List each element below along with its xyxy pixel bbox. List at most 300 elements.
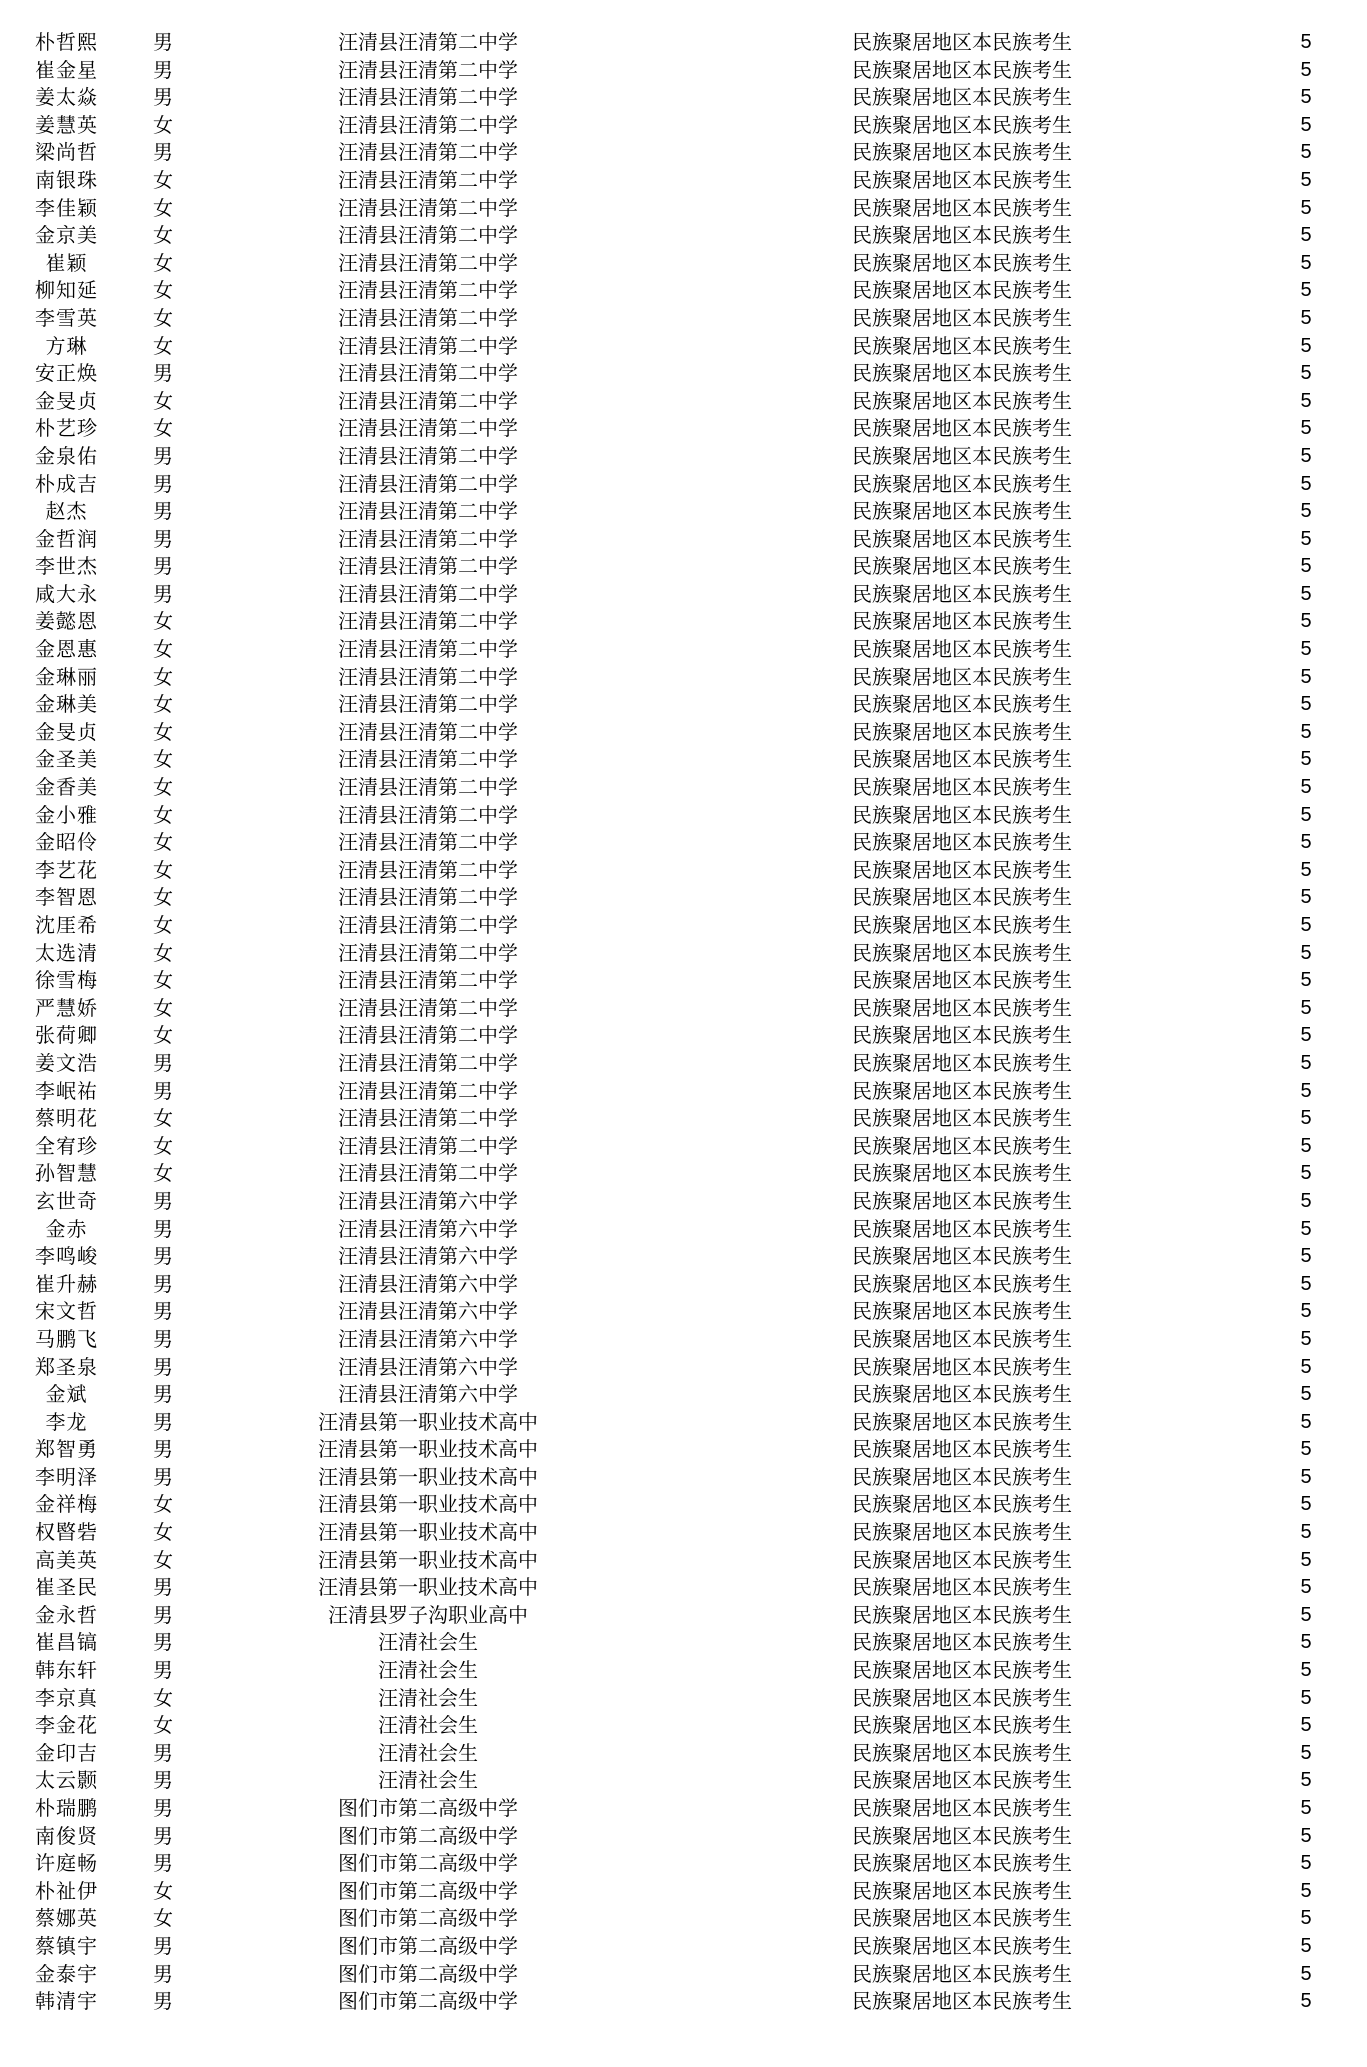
- score-cell: 5: [1300, 444, 1312, 467]
- category-cell: 民族聚居地区本民族考生: [852, 333, 1072, 358]
- name-cell: 朴哲熙: [35, 30, 98, 54]
- table-row: [0, 250, 1367, 278]
- score-cell: 5: [1300, 306, 1312, 329]
- table-row: [0, 1629, 1367, 1657]
- name-cell: 张荷卿: [35, 1023, 98, 1048]
- table-row: [0, 940, 1367, 968]
- school-cell: 汪清县汪清第二中学: [338, 278, 518, 303]
- table-row: [0, 1602, 1367, 1630]
- category-cell: 民族聚居地区本民族考生: [852, 692, 1072, 717]
- gender-cell: 女: [153, 913, 173, 937]
- name-cell: 金永哲: [35, 1602, 98, 1627]
- category-cell: 民族聚居地区本民族考生: [852, 112, 1072, 137]
- category-cell: 民族聚居地区本民族考生: [852, 1520, 1072, 1545]
- gender-cell: 男: [153, 1602, 173, 1627]
- table-row: [0, 857, 1367, 885]
- name-cell: 金圣美: [35, 747, 98, 772]
- gender-cell: 女: [153, 1685, 173, 1710]
- table-row: [0, 1298, 1367, 1326]
- school-cell: 图们市第二高级中学: [338, 1823, 518, 1848]
- score-cell: 5: [1300, 665, 1312, 688]
- name-cell: 崔圣民: [35, 1575, 98, 1600]
- gender-cell: 男: [153, 471, 173, 496]
- category-cell: 民族聚居地区本民族考生: [852, 664, 1072, 689]
- score-cell: 5: [1300, 1962, 1312, 1985]
- score-cell: 5: [1300, 1079, 1312, 1102]
- gender-cell: 女: [153, 940, 173, 965]
- category-cell: 民族聚居地区本民族考生: [852, 223, 1072, 248]
- table-row: [0, 1243, 1367, 1271]
- gender-cell: 女: [153, 1492, 173, 1517]
- name-cell: 金恩惠: [35, 637, 98, 662]
- table-row: [0, 1905, 1367, 1933]
- school-cell: 汪清县汪清第六中学: [338, 1244, 518, 1269]
- score-cell: 5: [1300, 1438, 1312, 1461]
- school-cell: 汪清县汪清第二中学: [338, 471, 518, 496]
- gender-cell: 男: [153, 1382, 173, 1407]
- score-cell: 5: [1300, 1659, 1312, 1682]
- category-cell: 民族聚居地区本民族考生: [852, 167, 1072, 192]
- score-cell: 5: [1300, 1576, 1312, 1599]
- gender-cell: 男: [153, 1989, 173, 2014]
- name-cell: 马鹏飞: [35, 1326, 98, 1351]
- table-row: [0, 691, 1367, 719]
- table-row: [0, 1133, 1367, 1161]
- score-cell: 5: [1300, 1272, 1312, 1295]
- gender-cell: 男: [153, 1409, 173, 1434]
- gender-cell: 男: [153, 1050, 173, 1075]
- category-cell: 民族聚居地区本民族考生: [852, 1740, 1072, 1765]
- table-row: [0, 360, 1367, 388]
- score-cell: 5: [1300, 362, 1312, 385]
- score-cell: 5: [1300, 1465, 1312, 1488]
- category-cell: 民族聚居地区本民族考生: [852, 195, 1072, 220]
- name-cell: 金旻贞: [35, 719, 98, 744]
- name-cell: 金赤: [45, 1216, 88, 1241]
- gender-cell: 男: [153, 1326, 173, 1351]
- gender-cell: 女: [153, 747, 173, 772]
- school-cell: 汪清县汪清第二中学: [338, 526, 518, 551]
- school-cell: 汪清县汪清第二中学: [338, 195, 518, 220]
- school-cell: 汪清县汪清第六中学: [338, 1354, 518, 1379]
- gender-cell: 男: [153, 1354, 173, 1379]
- school-cell: 汪清县汪清第二中学: [338, 140, 518, 165]
- school-cell: 汪清县汪清第二中学: [338, 85, 518, 110]
- school-cell: 汪清县汪清第二中学: [338, 664, 518, 689]
- score-cell: 5: [1300, 196, 1312, 219]
- name-cell: 蔡明花: [35, 1106, 98, 1131]
- table-row: [0, 57, 1367, 85]
- score-cell: 5: [1300, 1217, 1312, 1240]
- score-cell: 5: [1300, 776, 1312, 799]
- name-cell: 徐雪梅: [35, 968, 98, 993]
- category-cell: 民族聚居地区本民族考生: [852, 140, 1072, 165]
- table-row: [0, 1823, 1367, 1851]
- school-cell: 汪清县第一职业技术高中: [318, 1409, 538, 1434]
- school-cell: 汪清社会生: [378, 1658, 478, 1683]
- school-cell: 汪清县汪清第二中学: [338, 112, 518, 137]
- school-cell: 汪清县汪清第二中学: [338, 775, 518, 800]
- category-cell: 民族聚居地区本民族考生: [852, 388, 1072, 413]
- score-cell: 5: [1300, 141, 1312, 164]
- name-cell: 金香美: [35, 775, 98, 800]
- table-row: [0, 802, 1367, 830]
- name-cell: 金琳丽: [35, 664, 98, 689]
- gender-cell: 女: [153, 609, 173, 634]
- category-cell: 民族聚居地区本民族考生: [852, 885, 1072, 910]
- table-row: [0, 1850, 1367, 1878]
- school-cell: 汪清县汪清第二中学: [338, 1161, 518, 1186]
- category-cell: 民族聚居地区本民族考生: [852, 1575, 1072, 1600]
- name-cell: 李鸣峻: [35, 1244, 98, 1269]
- table-row: [0, 995, 1367, 1023]
- score-cell: 5: [1300, 224, 1312, 247]
- name-cell: 南银珠: [35, 167, 98, 192]
- category-cell: 民族聚居地区本民族考生: [852, 1326, 1072, 1351]
- name-cell: 李智恩: [35, 885, 98, 910]
- score-cell: 5: [1300, 610, 1312, 633]
- category-cell: 民族聚居地区本民族考生: [852, 1630, 1072, 1655]
- table-row: [0, 636, 1367, 664]
- table-row: [0, 139, 1367, 167]
- score-cell: 5: [1300, 1603, 1312, 1626]
- name-cell: 朴瑞鹏: [35, 1796, 98, 1820]
- name-cell: 金琳美: [35, 692, 98, 717]
- category-cell: 民族聚居地区本民族考生: [852, 1713, 1072, 1738]
- score-cell: 5: [1300, 914, 1312, 936]
- name-cell: 宋文哲: [35, 1299, 98, 1324]
- name-cell: 李岷祐: [35, 1078, 98, 1103]
- school-cell: 汪清县汪清第二中学: [338, 802, 518, 827]
- name-cell: 金京美: [35, 223, 98, 248]
- table-row: [0, 195, 1367, 223]
- category-cell: 民族聚居地区本民族考生: [852, 1271, 1072, 1296]
- gender-cell: 男: [153, 140, 173, 165]
- table-row: [0, 608, 1367, 636]
- score-cell: 5: [1300, 389, 1312, 412]
- name-cell: 郑圣泉: [35, 1354, 98, 1379]
- gender-cell: 女: [153, 250, 173, 275]
- table-row: [0, 471, 1367, 499]
- category-cell: 民族聚居地区本民族考生: [852, 250, 1072, 275]
- school-cell: 汪清县汪清第二中学: [338, 416, 518, 441]
- name-cell: 李龙: [45, 1409, 88, 1434]
- gender-cell: 女: [153, 278, 173, 303]
- score-cell: 5: [1300, 1797, 1312, 1819]
- gender-cell: 男: [153, 1851, 173, 1876]
- name-cell: 李雪英: [35, 305, 98, 330]
- name-cell: 沈厓希: [35, 913, 98, 937]
- school-cell: 汪清县汪清第二中学: [338, 609, 518, 634]
- school-cell: 汪清县罗子沟职业高中: [328, 1602, 528, 1627]
- category-cell: 民族聚居地区本民族考生: [852, 968, 1072, 993]
- school-cell: 汪清县汪清第二中学: [338, 333, 518, 358]
- score-cell: 5: [1300, 472, 1312, 495]
- gender-cell: 男: [153, 1658, 173, 1683]
- gender-cell: 男: [153, 1216, 173, 1241]
- school-cell: 汪清社会生: [378, 1768, 478, 1793]
- gender-cell: 男: [153, 1630, 173, 1655]
- school-cell: 汪清县汪清第二中学: [338, 443, 518, 468]
- category-cell: 民族聚居地区本民族考生: [852, 637, 1072, 662]
- score-cell: 5: [1300, 555, 1312, 578]
- gender-cell: 男: [153, 499, 173, 524]
- category-cell: 民族聚居地区本民族考生: [852, 1354, 1072, 1379]
- school-cell: 汪清县汪清第六中学: [338, 1216, 518, 1241]
- gender-cell: 女: [153, 416, 173, 441]
- category-cell: 民族聚居地区本民族考生: [852, 416, 1072, 441]
- score-cell: 5: [1300, 638, 1312, 661]
- category-cell: 民族聚居地区本民族考生: [852, 1961, 1072, 1986]
- gender-cell: 女: [153, 112, 173, 137]
- score-cell: 5: [1300, 1245, 1312, 1268]
- category-cell: 民族聚居地区本民族考生: [852, 1768, 1072, 1793]
- table-row: [0, 774, 1367, 802]
- school-cell: 图们市第二高级中学: [338, 1989, 518, 2014]
- category-cell: 民族聚居地区本民族考生: [852, 278, 1072, 303]
- score-cell: 5: [1300, 1631, 1312, 1654]
- school-cell: 汪清县汪清第六中学: [338, 1299, 518, 1324]
- category-cell: 民族聚居地区本民族考生: [852, 1244, 1072, 1269]
- table-row: [0, 1491, 1367, 1519]
- gender-cell: 男: [153, 361, 173, 386]
- score-cell: 5: [1300, 969, 1312, 992]
- table-row: [0, 1354, 1367, 1382]
- name-cell: 崔金星: [35, 57, 98, 82]
- table-row: [0, 1519, 1367, 1547]
- gender-cell: 女: [153, 333, 173, 358]
- school-cell: 汪清县汪清第二中学: [338, 361, 518, 386]
- name-cell: 李佳颖: [35, 195, 98, 220]
- name-cell: 金小雅: [35, 802, 98, 827]
- school-cell: 图们市第二高级中学: [338, 1878, 518, 1903]
- school-cell: 汪清县汪清第二中学: [338, 1078, 518, 1103]
- name-cell: 郑智勇: [35, 1437, 98, 1462]
- name-cell: 金祥梅: [35, 1492, 98, 1517]
- gender-cell: 女: [153, 857, 173, 882]
- gender-cell: 男: [153, 1768, 173, 1793]
- gender-cell: 女: [153, 995, 173, 1020]
- school-cell: 汪清县汪清第六中学: [338, 1188, 518, 1213]
- category-cell: 民族聚居地区本民族考生: [852, 1409, 1072, 1434]
- school-cell: 图们市第二高级中学: [338, 1933, 518, 1958]
- gender-cell: 男: [153, 57, 173, 82]
- score-cell: 5: [1300, 1934, 1312, 1957]
- category-cell: 民族聚居地区本民族考生: [852, 609, 1072, 634]
- gender-cell: 女: [153, 1906, 173, 1931]
- table-row: [0, 1547, 1367, 1575]
- name-cell: 高美英: [35, 1547, 98, 1572]
- gender-cell: 女: [153, 1133, 173, 1158]
- name-cell: 金旻贞: [35, 388, 98, 413]
- category-cell: 民族聚居地区本民族考生: [852, 1023, 1072, 1048]
- table-row: [0, 526, 1367, 554]
- category-cell: 民族聚居地区本民族考生: [852, 554, 1072, 579]
- score-cell: 5: [1300, 1383, 1312, 1406]
- school-cell: 汪清县汪清第六中学: [338, 1326, 518, 1351]
- school-cell: 汪清县汪清第二中学: [338, 250, 518, 275]
- gender-cell: 女: [153, 1878, 173, 1903]
- score-cell: 5: [1300, 1327, 1312, 1350]
- name-cell: 李艺花: [35, 857, 98, 882]
- school-cell: 汪清县汪清第二中学: [338, 388, 518, 413]
- score-cell: 5: [1300, 1879, 1312, 1902]
- name-cell: 崔颖: [45, 250, 88, 275]
- score-cell: 5: [1300, 831, 1312, 854]
- gender-cell: 女: [153, 802, 173, 827]
- table-row: [0, 1767, 1367, 1795]
- gender-cell: 女: [153, 223, 173, 248]
- table-row: [0, 719, 1367, 747]
- school-cell: 汪清社会生: [378, 1740, 478, 1765]
- name-cell: 孙智慧: [35, 1161, 98, 1186]
- category-cell: 民族聚居地区本民族考生: [852, 1437, 1072, 1462]
- gender-cell: 女: [153, 195, 173, 220]
- score-cell: 5: [1300, 1824, 1312, 1847]
- score-cell: 5: [1300, 417, 1312, 440]
- gender-cell: 男: [153, 1823, 173, 1848]
- school-cell: 汪清县第一职业技术高中: [318, 1492, 538, 1517]
- name-cell: 金印吉: [35, 1740, 98, 1765]
- category-cell: 民族聚居地区本民族考生: [852, 1188, 1072, 1213]
- school-cell: 汪清县汪清第六中学: [338, 1271, 518, 1296]
- gender-cell: 女: [153, 1161, 173, 1186]
- category-cell: 民族聚居地区本民族考生: [852, 526, 1072, 551]
- category-cell: 民族聚居地区本民族考生: [852, 443, 1072, 468]
- name-cell: 姜文浩: [35, 1050, 98, 1075]
- score-cell: 5: [1300, 58, 1312, 81]
- score-cell: 5: [1300, 1107, 1312, 1130]
- name-cell: 蔡镇宇: [35, 1933, 98, 1958]
- table-row: [0, 829, 1367, 857]
- table-row: [0, 1657, 1367, 1685]
- category-cell: 民族聚居地区本民族考生: [852, 913, 1072, 937]
- category-cell: 民族聚居地区本民族考生: [852, 1161, 1072, 1186]
- table-row: [0, 1740, 1367, 1768]
- score-cell: 5: [1300, 527, 1312, 550]
- category-cell: 民族聚居地区本民族考生: [852, 1133, 1072, 1158]
- school-cell: 汪清县汪清第六中学: [338, 1382, 518, 1407]
- score-cell: 5: [1300, 1134, 1312, 1157]
- school-cell: 汪清县汪清第二中学: [338, 940, 518, 965]
- school-cell: 图们市第二高级中学: [338, 1906, 518, 1931]
- school-cell: 汪清县第一职业技术高中: [318, 1575, 538, 1600]
- school-cell: 汪清社会生: [378, 1713, 478, 1738]
- score-cell: 5: [1300, 1852, 1312, 1875]
- score-cell: 5: [1300, 1521, 1312, 1544]
- school-cell: 汪清县汪清第二中学: [338, 499, 518, 524]
- category-cell: 民族聚居地区本民族考生: [852, 1492, 1072, 1517]
- table-row: [0, 1795, 1367, 1823]
- score-cell: 5: [1300, 996, 1312, 1019]
- table-row: [0, 1050, 1367, 1078]
- score-cell: 5: [1300, 1548, 1312, 1571]
- category-cell: 民族聚居地区本民族考生: [852, 802, 1072, 827]
- score-cell: 5: [1300, 803, 1312, 826]
- category-cell: 民族聚居地区本民族考生: [852, 1933, 1072, 1958]
- name-cell: 咸大永: [35, 581, 98, 606]
- name-cell: 太选清: [35, 940, 98, 965]
- category-cell: 民族聚居地区本民族考生: [852, 1658, 1072, 1683]
- gender-cell: 男: [153, 1299, 173, 1324]
- table-row: [0, 1105, 1367, 1133]
- school-cell: 汪清县汪清第二中学: [338, 692, 518, 717]
- table-row: [0, 1409, 1367, 1437]
- name-cell: 蔡娜英: [35, 1906, 98, 1931]
- category-cell: 民族聚居地区本民族考生: [852, 30, 1072, 54]
- score-cell: 5: [1300, 1493, 1312, 1516]
- table-row: [0, 1022, 1367, 1050]
- gender-cell: 男: [153, 1437, 173, 1462]
- score-cell: 5: [1300, 31, 1312, 53]
- gender-cell: 女: [153, 664, 173, 689]
- category-cell: 民族聚居地区本民族考生: [852, 1989, 1072, 2014]
- name-cell: 姜懿恩: [35, 609, 98, 634]
- category-cell: 民族聚居地区本民族考生: [852, 57, 1072, 82]
- score-cell: 5: [1300, 693, 1312, 716]
- name-cell: 金泰宇: [35, 1961, 98, 1986]
- table-row: [0, 1078, 1367, 1106]
- school-cell: 汪清县汪清第二中学: [338, 223, 518, 248]
- name-cell: 严慧娇: [35, 995, 98, 1020]
- name-cell: 金泉佑: [35, 443, 98, 468]
- school-cell: 汪清县汪清第二中学: [338, 995, 518, 1020]
- category-cell: 民族聚居地区本民族考生: [852, 1685, 1072, 1710]
- score-cell: 5: [1300, 582, 1312, 605]
- gender-cell: 女: [153, 1106, 173, 1131]
- school-cell: 图们市第二高级中学: [338, 1961, 518, 1986]
- gender-cell: 男: [153, 581, 173, 606]
- table-row: [0, 1436, 1367, 1464]
- table-row: [0, 415, 1367, 443]
- gender-cell: 男: [153, 1933, 173, 1958]
- score-cell: 5: [1300, 1907, 1312, 1930]
- gender-cell: 男: [153, 1271, 173, 1296]
- school-cell: 汪清县汪清第二中学: [338, 747, 518, 772]
- name-cell: 玄世奇: [35, 1188, 98, 1213]
- name-cell: 崔升赫: [35, 1271, 98, 1296]
- category-cell: 民族聚居地区本民族考生: [852, 581, 1072, 606]
- gender-cell: 男: [153, 1796, 173, 1820]
- gender-cell: 男: [153, 1575, 173, 1600]
- gender-cell: 男: [153, 1961, 173, 1986]
- name-cell: 韩东轩: [35, 1658, 98, 1683]
- category-cell: 民族聚居地区本民族考生: [852, 1851, 1072, 1876]
- gender-cell: 女: [153, 1547, 173, 1572]
- school-cell: 汪清县汪清第二中学: [338, 1106, 518, 1131]
- name-cell: 方琳: [45, 333, 88, 358]
- gender-cell: 女: [153, 1023, 173, 1048]
- score-cell: 5: [1300, 113, 1312, 136]
- school-cell: 汪清社会生: [378, 1630, 478, 1655]
- score-cell: 5: [1300, 720, 1312, 743]
- category-cell: 民族聚居地区本民族考生: [852, 995, 1072, 1020]
- table-row: [0, 443, 1367, 471]
- table-row: [0, 29, 1367, 57]
- category-cell: 民族聚居地区本民族考生: [852, 1464, 1072, 1489]
- school-cell: 汪清县第一职业技术高中: [318, 1464, 538, 1489]
- gender-cell: 男: [153, 1740, 173, 1765]
- school-cell: 汪清县汪清第二中学: [338, 830, 518, 855]
- category-cell: 民族聚居地区本民族考生: [852, 747, 1072, 772]
- gender-cell: 男: [153, 1078, 173, 1103]
- gender-cell: 男: [153, 443, 173, 468]
- gender-cell: 女: [153, 830, 173, 855]
- category-cell: 民族聚居地区本民族考生: [852, 857, 1072, 882]
- table-row: [0, 1381, 1367, 1409]
- category-cell: 民族聚居地区本民族考生: [852, 1299, 1072, 1324]
- category-cell: 民族聚居地区本民族考生: [852, 305, 1072, 330]
